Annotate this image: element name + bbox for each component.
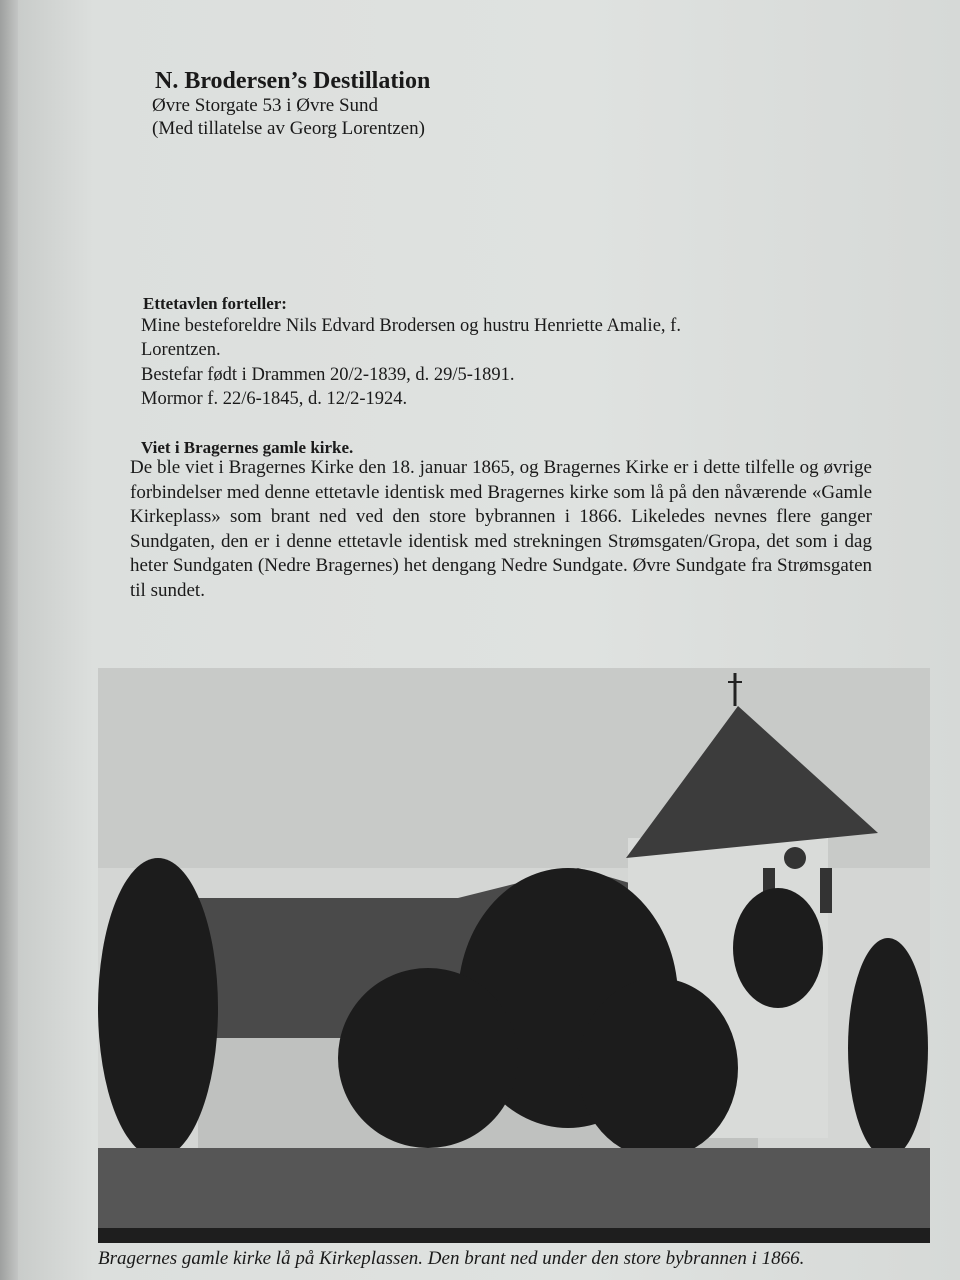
page-title: N. Brodersen’s Destillation	[155, 68, 431, 94]
address-line: Øvre Storgate 53 i Øvre Sund	[152, 95, 379, 116]
tower-clock	[784, 847, 806, 869]
section1-line: Lorentzen.	[141, 340, 221, 360]
section1-line: Mormor f. 22/6-1845, d. 12/2-1924.	[141, 389, 408, 409]
church-photo	[98, 668, 930, 1243]
section1-line: Bestefar født i Drammen 20/2-1839, d. 29/5-1891.	[141, 365, 515, 385]
section2-body: De ble viet i Bragernes Kirke den 18. januar 1865, og Bragernes Kirke er i dette tilfelle og øvrige forbindelser med denne ettetavle identisk med Bragernes kirke som lå på den nåværende «Gamle Kirkeplass» som brant ned ved den store bybrannen i 1866. Likeledes nevnes flere ganger Sundgaten, den er i denne ettetavle identisk med strekningen Strømsgaten/Gropa, det som i dag heter Sundgaten (Nedre Bragernes) het dengang Nedre Sundgate. Øvre Sundgate fra Strømsgaten til sundet.	[130, 457, 872, 601]
section-heading-viet: Viet i Bragernes gamle kirke.	[141, 438, 354, 457]
book-spine-shadow	[0, 0, 18, 1280]
credit-line: (Med tillatelse av Georg Lorentzen)	[152, 118, 425, 139]
section-heading-ettetavlen: Ettetavlen forteller:	[143, 294, 287, 313]
photo-caption: Bragernes gamle kirke lå på Kirkeplassen. Den brant ned under den store bybrannen i 1866.	[98, 1248, 805, 1269]
section1-line: Mine besteforeldre Nils Edvard Brodersen og hustru Henriette Amalie, f.	[141, 316, 681, 336]
